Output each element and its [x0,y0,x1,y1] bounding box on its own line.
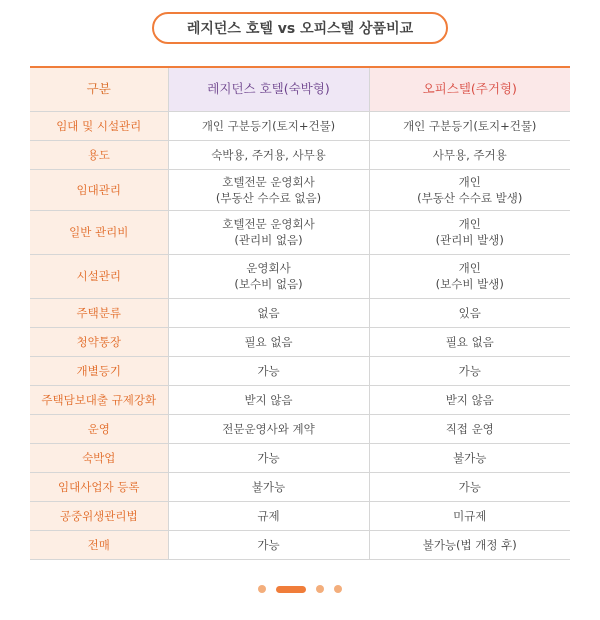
pagination-dot[interactable] [316,585,324,593]
row-residence-value: 가능 [168,356,369,385]
row-officetel-value: 개인 구분등기(토지+건물) [369,111,570,140]
row-officetel-value: 개인 (관리비 발생) [369,210,570,254]
row-residence-value: 숙박용, 주거용, 사무용 [168,140,369,169]
row-residence-value: 호텔전문 운영회사 (관리비 없음) [168,210,369,254]
row-category: 전매 [30,530,168,559]
table-row [30,443,570,472]
row-residence-value: 전문운영사와 계약 [168,414,369,443]
table-row [30,472,570,501]
row-category: 용도 [30,140,168,169]
row-category: 공중위생관리법 [30,501,168,530]
table-row [30,356,570,385]
table-row [30,501,570,530]
table-row [30,169,570,210]
row-category: 임대 및 시설관리 [30,111,168,140]
table-row [30,530,570,559]
row-officetel-value: 받지 않음 [369,385,570,414]
carousel-pagination [0,584,600,594]
row-residence-value: 가능 [168,443,369,472]
row-category: 운영 [30,414,168,443]
row-category: 임대관리 [30,169,168,210]
row-residence-value: 규제 [168,501,369,530]
row-officetel-value: 개인 (보수비 발생) [369,254,570,298]
row-officetel-value: 직접 운영 [369,414,570,443]
row-residence-value: 운영회사 (보수비 없음) [168,254,369,298]
header-residence-hotel: 레지던스 호텔(숙박형) [168,67,369,111]
row-category: 시설관리 [30,254,168,298]
row-officetel-value: 불가능(법 개정 후) [369,530,570,559]
table-row [30,385,570,414]
row-officetel-value: 미규제 [369,501,570,530]
row-category: 개별등기 [30,356,168,385]
row-residence-value: 불가능 [168,472,369,501]
row-officetel-value: 사무용, 주거용 [369,140,570,169]
pagination-dot[interactable] [258,585,266,593]
comparison-table [30,66,570,560]
row-residence-value: 가능 [168,530,369,559]
row-residence-value: 호텔전문 운영회사 (부동산 수수료 없음) [168,169,369,210]
row-residence-value: 필요 없음 [168,327,369,356]
table-row [30,298,570,327]
table-row [30,327,570,356]
row-category: 청약통장 [30,327,168,356]
row-officetel-value: 필요 없음 [369,327,570,356]
row-officetel-value: 개인 (부동산 수수료 발생) [369,169,570,210]
row-category: 주택담보대출 규제강화 [30,385,168,414]
pagination-dot[interactable] [276,586,306,593]
row-category: 임대사업자 등록 [30,472,168,501]
row-officetel-value: 가능 [369,356,570,385]
row-officetel-value: 있음 [369,298,570,327]
table-row [30,210,570,254]
row-residence-value: 개인 구분등기(토지+건물) [168,111,369,140]
table-row [30,414,570,443]
pagination-dot[interactable] [334,585,342,593]
row-category: 숙박업 [30,443,168,472]
table-header-row [30,67,570,111]
table-row [30,140,570,169]
row-category: 주택분류 [30,298,168,327]
table-row [30,254,570,298]
header-officetel: 오피스텔(주거형) [369,67,570,111]
row-category: 일반 관리비 [30,210,168,254]
row-residence-value: 받지 않음 [168,385,369,414]
header-category: 구분 [30,67,168,111]
table-row [30,111,570,140]
row-residence-value: 없음 [168,298,369,327]
row-officetel-value: 가능 [369,472,570,501]
row-officetel-value: 불가능 [369,443,570,472]
page-title: 레지던스 호텔 vs 오피스텔 상품비교 [152,12,448,44]
